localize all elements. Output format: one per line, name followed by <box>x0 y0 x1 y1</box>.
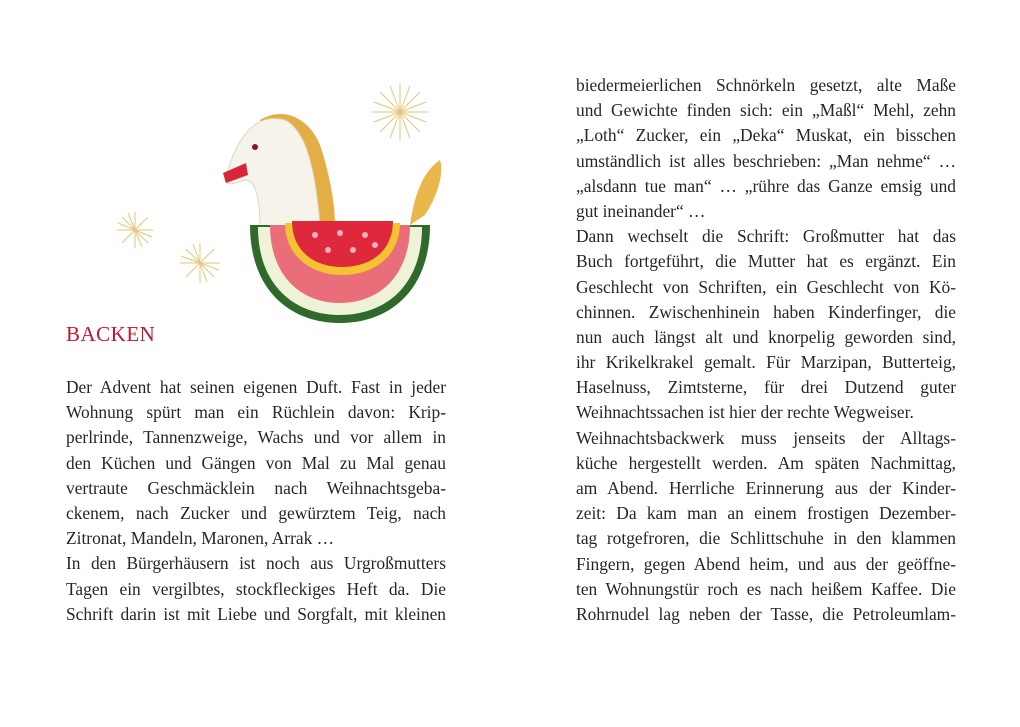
text-line: ihr Krikelkrakel gemalt. Für Marzipan, Butterteig, <box>576 352 956 373</box>
text-line: Der Advent hat seinen eigenen Duft. Fast in jeder <box>66 377 446 397</box>
text-line: Buch fortgeführt, die Mutter hat es ergänzt. Ein <box>576 251 956 272</box>
text-line: Zitronat, Mandeln, Maronen, Arrak … <box>66 528 335 549</box>
sparkle-icon <box>117 212 153 248</box>
text-line: Weihnachtsbackwerk muss jenseits der Alltags- <box>576 427 956 448</box>
text-line: Tagen ein vergilbtes, stockfleckiges Heft da. Die <box>66 578 446 599</box>
paragraph <box>576 73 956 224</box>
text-line: vertraute Geschmäcklein nach Weihnachtsgeba- <box>66 477 446 498</box>
text-line: biedermeierlichen Schnörkeln gesetzt, alte Maße <box>576 75 956 95</box>
text-line: umständlich ist alles beschrieben: „Man nehme“ … <box>576 150 956 171</box>
text-line: Schrift darin ist mit Liebe und Sorgfalt, mit kleinen <box>66 603 446 624</box>
paragraph <box>66 375 446 551</box>
text-line: tag rotgefroren, die Schlittschuhe in den klammen <box>576 528 956 549</box>
text-line: Rohrnudel lag neben der Tasse, die Petroleumlam- <box>576 603 956 624</box>
text-line: zeit: Da kam man an einem frostigen Dezember- <box>576 503 956 524</box>
text-line: perlrinde, Tannenzweige, Wachs und vor allem in <box>66 427 446 448</box>
text-line: ten Wohnungstür roch es nach heißem Kaffee. Die <box>576 578 956 599</box>
text-line: Fingern, gegen Abend heim, und aus der geöffne- <box>576 553 956 574</box>
text-line: küche hergestellt werden. Am späten Nachmittag, <box>576 452 956 473</box>
text-line: am Abend. Herrliche Erinnerung aus der Kinder- <box>576 478 956 498</box>
sparkle-icon <box>372 84 428 140</box>
text-line: nun auch längst alt und knorpelig geworden sind, <box>576 326 956 347</box>
text-line: chinnen. Zwischenhinein haben Kinderfinger, die <box>576 301 956 322</box>
text-line: den Küchen und Gängen von Mal zu Mal genau <box>66 452 446 473</box>
paragraph <box>576 224 956 426</box>
text-line: ckenem, nach Zucker und gewürztem Teig, nach <box>66 502 446 523</box>
paragraph <box>576 426 956 628</box>
section-heading: BACKEN <box>66 322 156 346</box>
text-line: Haselnuss, Zimtsterne, für drei Dutzend guter <box>576 377 956 398</box>
right-page-text <box>576 73 956 627</box>
left-page-text <box>66 375 446 627</box>
text-line: gut ineinander“ … <box>576 200 706 221</box>
text-line: „alsdann tue man“ … „rühre das Ganze emsig und <box>576 175 956 196</box>
text-line: Dann wechselt die Schrift: Großmutter hat das <box>576 226 956 247</box>
sparkle-icon <box>180 243 220 283</box>
text-line: und Gewichte finden sich: ein „Maßl“ Mehl, zehn <box>576 100 956 121</box>
text-line: In den Bürgerhäusern ist noch aus Urgroßmutters <box>66 553 446 574</box>
text-line: Weihnachtssachen ist hier der rechte Wegweiser. <box>576 402 914 423</box>
text-line: Wohnung spürt man ein Rüchlein davon: Krip- <box>66 402 446 423</box>
rocking-horse-illustration <box>110 75 455 330</box>
paragraph <box>66 551 446 627</box>
text-line: Geschlecht von Schriften, ein Geschlecht von Kö- <box>576 276 956 297</box>
text-line: „Loth“ Zucker, ein „Deka“ Muskat, ein bisschen <box>576 125 956 146</box>
